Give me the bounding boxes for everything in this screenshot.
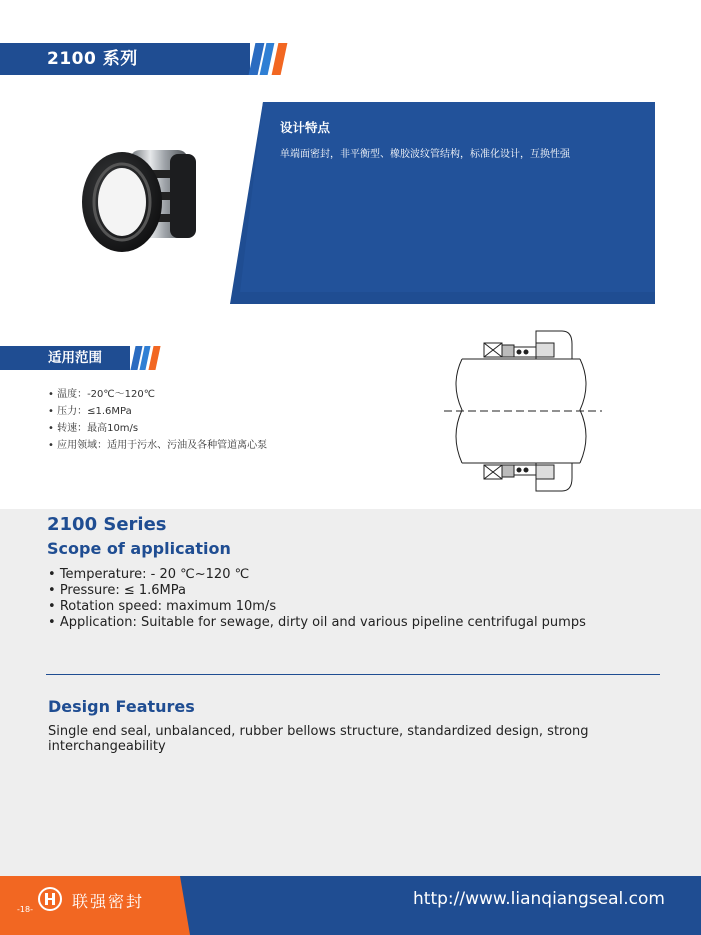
page-number: -18- — [17, 905, 33, 914]
scope-list — [48, 386, 267, 454]
scope-item-application: • 应用领域：适用于污水、污油及各种管道离心泵 — [48, 437, 267, 454]
footer-website-link[interactable]: http://www.lianqiangseal.com — [413, 889, 665, 909]
en-series-title: 2100 Series — [47, 514, 167, 535]
en-scope-title: Scope of application — [47, 539, 231, 558]
title-stripe-accent — [272, 43, 288, 75]
scope-item-temperature: • 温度：-20℃～120℃ — [48, 386, 267, 403]
seal-technical-drawing — [440, 326, 610, 496]
scope-item-speed: • 转速：最高10m/s — [48, 420, 267, 437]
seal-product-image — [70, 140, 215, 260]
en-scope-list — [48, 567, 586, 631]
lianqiang-logo-icon — [38, 887, 62, 911]
scope-item-pressure: • 压力：≤1.6MPa — [48, 403, 267, 420]
en-design-text: Single end seal, unbalanced, rubber bellows structure, standardized design, strong interchangeability — [48, 724, 589, 754]
design-features-text: 单端面密封，非平衡型、橡胶波纹管结构，标准化设计，互换性强 — [280, 149, 570, 160]
en-scope-item-application: • Application: Suitable for sewage, dirty oil and various pipeline centrifugal pumps — [48, 615, 586, 631]
scope-stripe-accent — [148, 346, 160, 370]
en-scope-item-speed: • Rotation speed: maximum 10m/s — [48, 599, 586, 615]
page-title: 2100 系列 — [47, 49, 138, 69]
section-divider — [46, 674, 660, 675]
design-features-title: 设计特点 — [280, 120, 331, 135]
scope-title: 适用范围 — [48, 350, 102, 366]
english-section — [0, 509, 701, 876]
en-design-title: Design Features — [48, 697, 195, 716]
footer-company-name: 联强密封 — [72, 892, 145, 911]
en-scope-item-pressure: • Pressure: ≤ 1.6MPa — [48, 583, 586, 599]
en-scope-item-temperature: • Temperature: - 20 ℃~120 ℃ — [48, 567, 586, 583]
